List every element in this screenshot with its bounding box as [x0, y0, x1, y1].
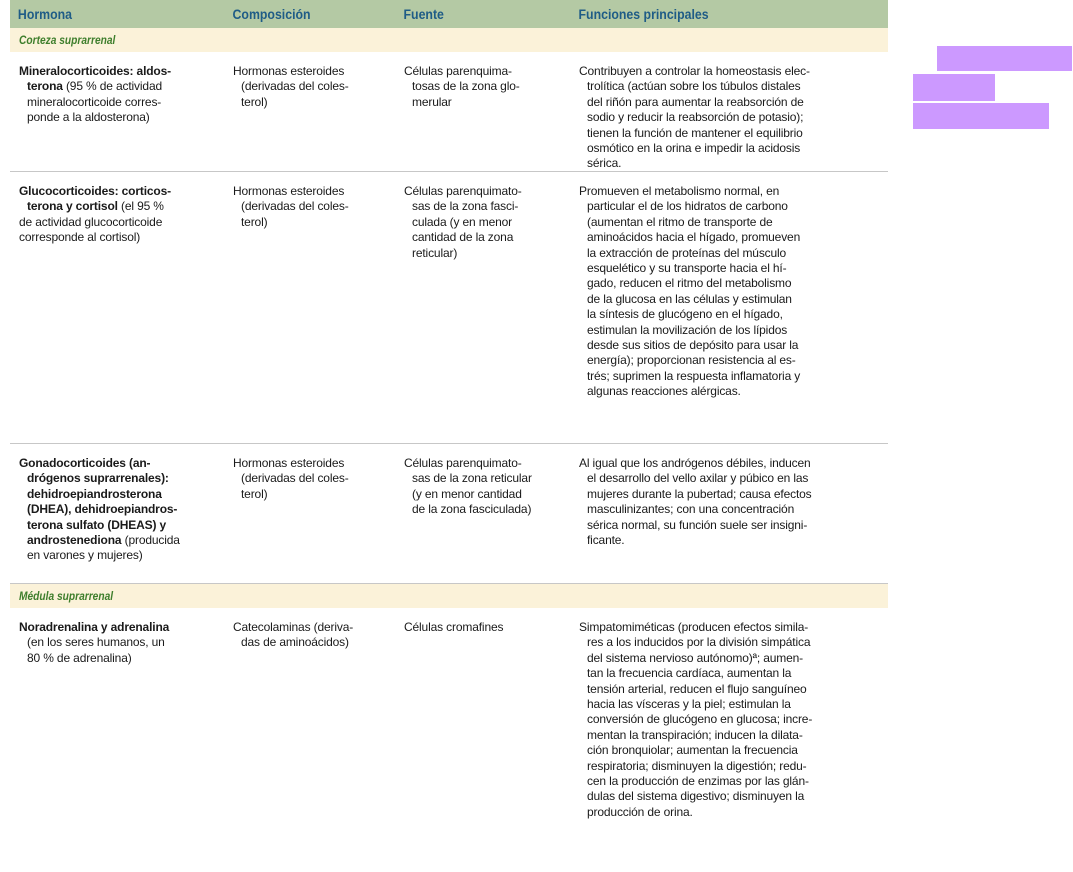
cell-composicion: Hormonas esteroides (derivadas del coles- terol)	[233, 184, 349, 229]
header-composicion: Composición	[232, 6, 311, 22]
cell-funciones: Al igual que los andrógenos débiles, inducen el desarrollo del vello axilar y púbico en las mujeres durante la pubertad; causa efectos masculinizantes; con una concentración sérica normal, su función suele ser insigni- ficante.	[579, 456, 812, 548]
section-medula-label: Médula suprarrenal	[19, 589, 114, 603]
table-row	[10, 444, 888, 584]
section-corteza	[10, 28, 888, 52]
table-row	[10, 172, 888, 444]
table-header	[10, 0, 888, 28]
cell-funciones: Simpatomiméticas (producen efectos simila- res a los inducidos por la división simpática del sistema nervioso autónomo)ª; aumen- tan la frecuencia cardíaca, aumentan la tensión arterial, reducen el flujo sanguíneo hacia las vísceras y la piel; estimulan la conversión de glucógeno en glucosa; incre- mentan la transpiración; inducen la dilata- ción bronquiolar; aumentan la frecuencia respiratoria; disminuyen la digestión; redu- cen la producción de enzimas por las glán- dulas del sistema digestivo; disminuyen la producción de orina.	[579, 620, 813, 819]
cell-fuente: Células parenquimato- sas de la zona reticular (y en menor cantidad de la zona fasciculada)	[404, 456, 532, 517]
table-row	[10, 608, 888, 868]
header-funciones: Funciones principales	[578, 6, 709, 22]
highlight-block	[937, 46, 1072, 71]
section-corteza-label: Corteza suprarrenal	[19, 33, 116, 47]
cell-funciones: Contribuyen a controlar la homeostasis elec- trolítica (actúan sobre los túbulos distales del riñón para aumentar la reabsorción de sodio y reducir la reabsorción de potasio); tienen la función de mantener el equilibrio osmótico en la orina e impedir la acidosis sérica.	[579, 64, 810, 171]
cell-fuente: Células parenquima- tosas de la zona glo- merular	[404, 64, 520, 109]
cell-hormona: Glucocorticoides: corticos- terona y cortisol (el 95 % de actividad glucocorticoide corresponde al cortisol)	[19, 184, 171, 245]
cell-hormona: Noradrenalina y adrenalina (en los seres humanos, un 80 % de adrenalina)	[19, 620, 170, 665]
highlight-block	[913, 103, 1049, 129]
section-medula	[10, 584, 888, 608]
cell-fuente: Células cromafines	[404, 620, 504, 634]
header-hormona: Hormona	[17, 6, 72, 22]
cell-funciones: Promueven el metabolismo normal, en particular el de los hidratos de carbono (aumentan el ritmo de transporte de aminoácidos hacia el hígado, promueven la extracción de proteínas del músculo esquelético y su transporte hacia el hí- gado, reducen el ritmo del metabolismo de la glucosa en las células y estimulan la síntesis de glucógeno en el hígado, estimulan la movilización de los lípidos desde sus sitios de depósito para usar la energía); proporcionan resistencia al es- trés; suprimen la respuesta inflamatoria y algunas reacciones alérgicas.	[579, 184, 801, 399]
header-fuente: Fuente	[403, 6, 444, 22]
cell-hormona: Gonadocorticoides (an- drógenos suprarrenales): dehidroepiandrosterona (DHEA), dehidroepiandros- terona sulfato (DHEAS) y androstenediona (producida en varones y mujeres)	[19, 456, 180, 563]
table-row	[10, 52, 888, 172]
cell-composicion: Hormonas esteroides (derivadas del coles- terol)	[233, 64, 349, 109]
highlight-block	[913, 74, 995, 101]
cell-composicion: Catecolaminas (deriva- das de aminoácidos)	[233, 620, 354, 650]
cell-composicion: Hormonas esteroides (derivadas del coles- terol)	[233, 456, 349, 501]
cell-fuente: Células parenquimato- sas de la zona fasci- culada (y en menor cantidad de la zona reticular)	[404, 184, 522, 260]
hormone-table	[10, 0, 888, 868]
cell-hormona: Mineralocorticoides: aldos- terona (95 % de actividad mineralocorticoide corres- ponde a la aldosterona)	[19, 64, 171, 125]
